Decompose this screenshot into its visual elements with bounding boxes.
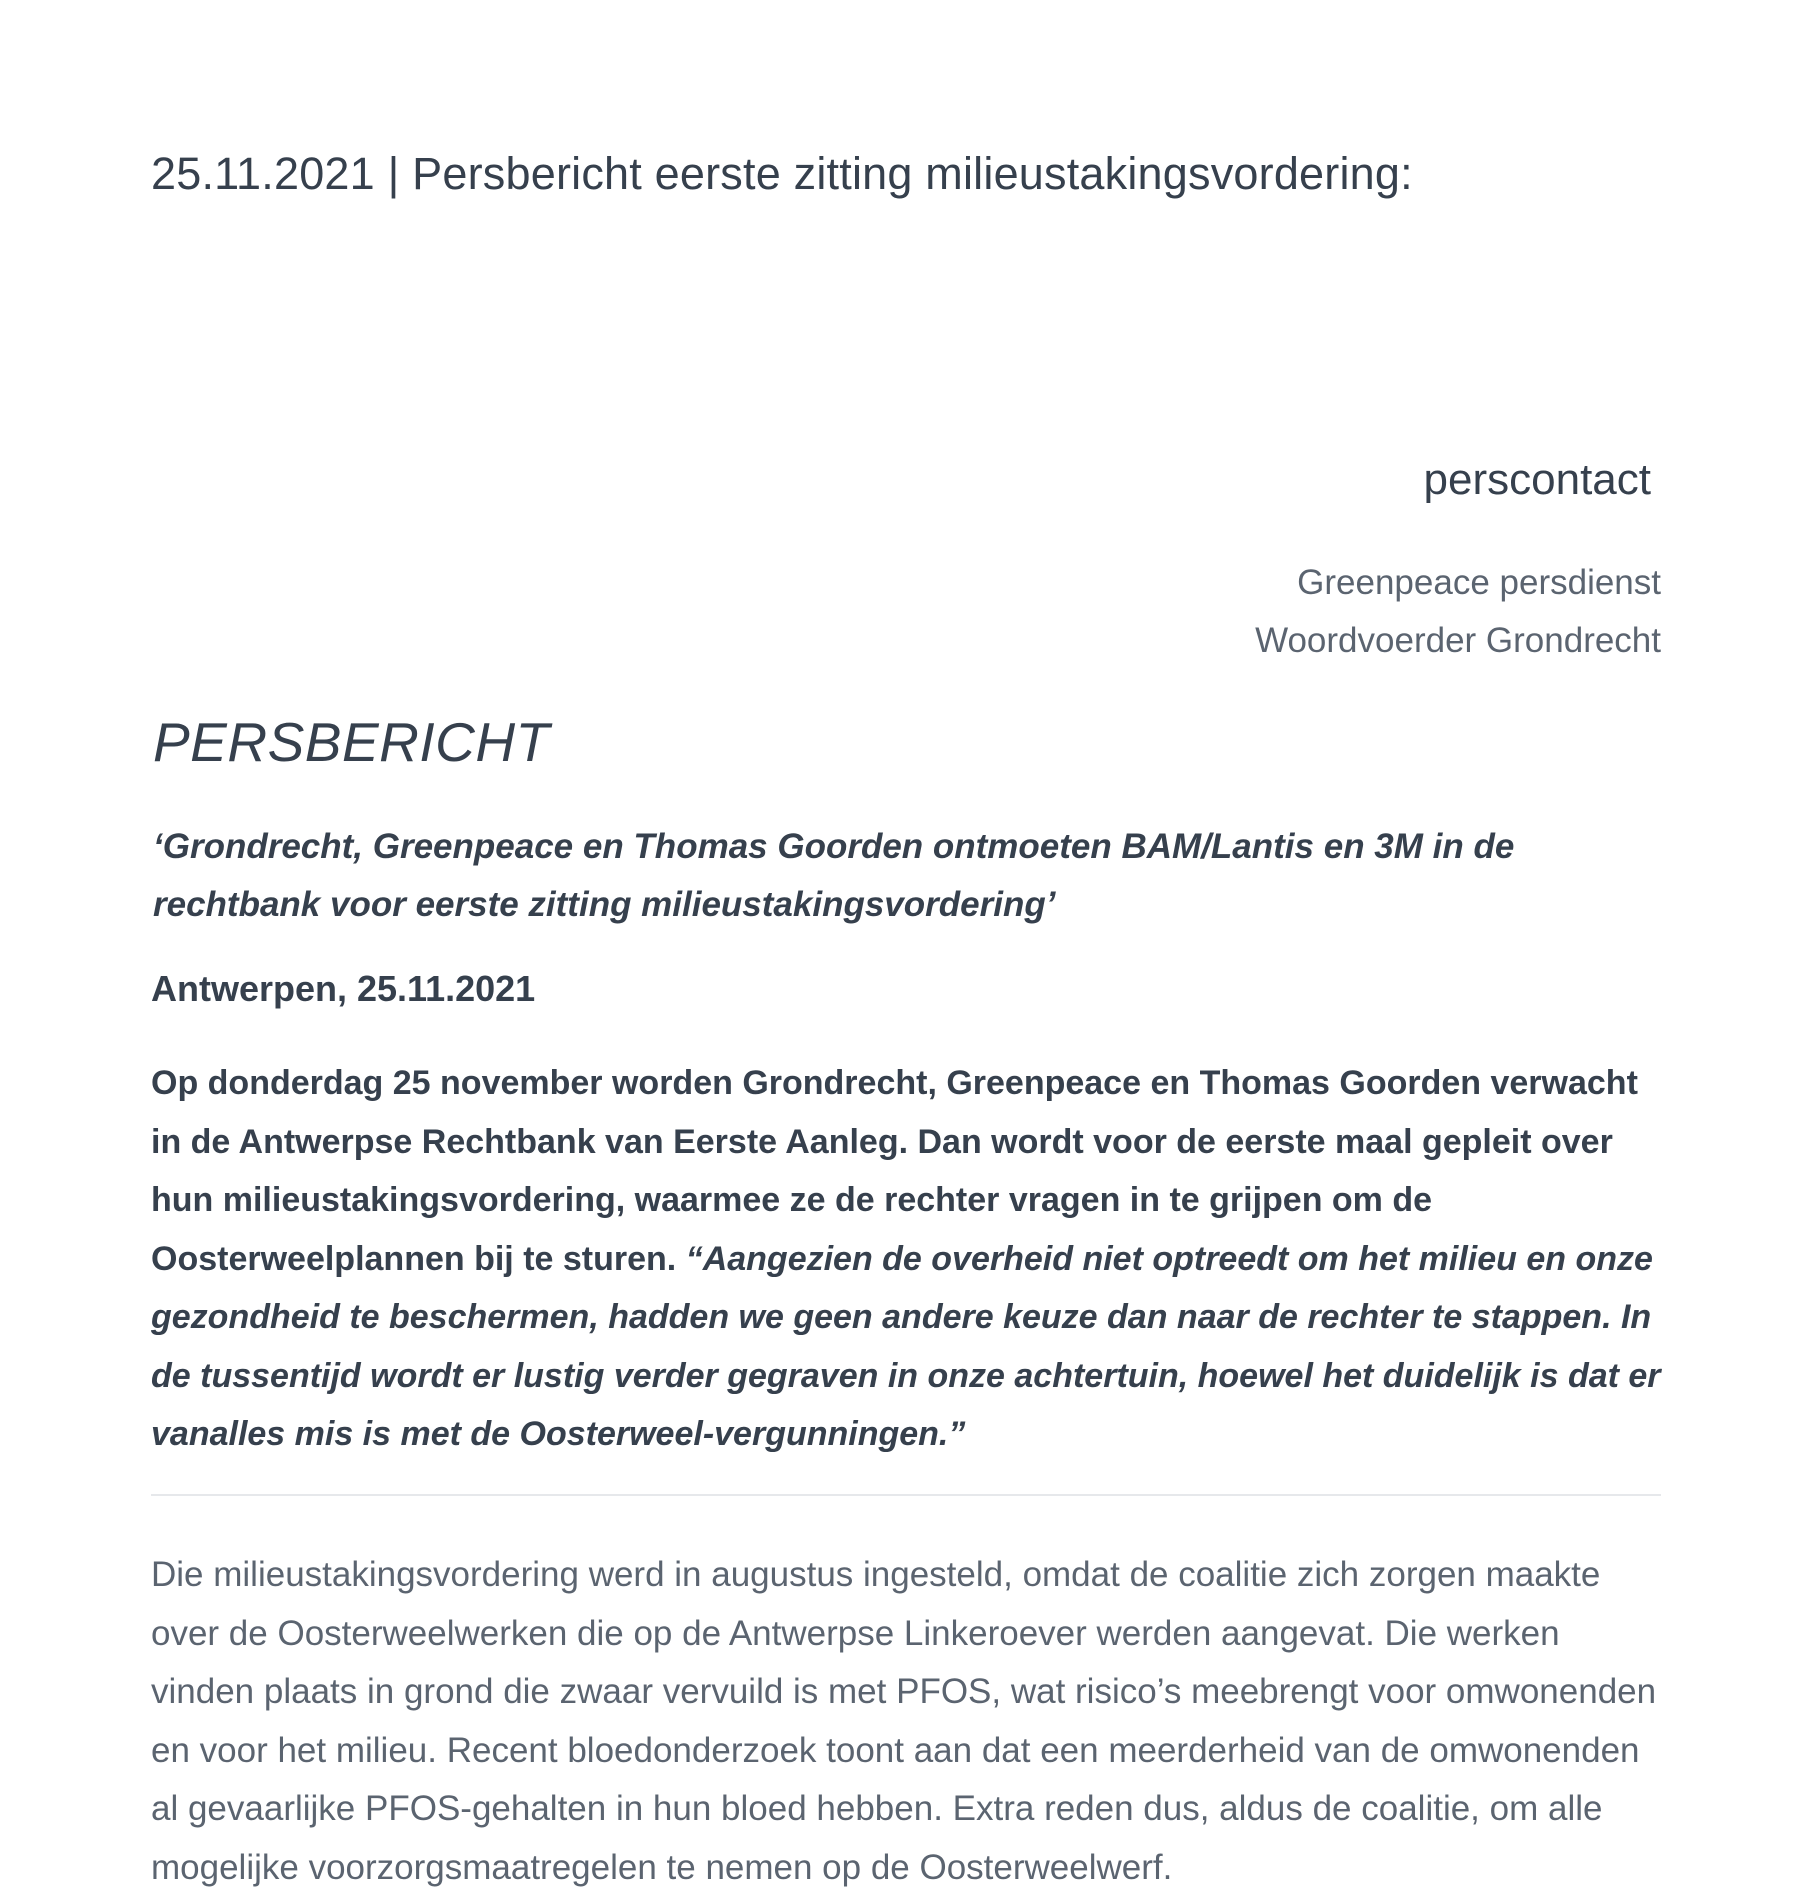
- lead-quote: ‘Grondrecht, Greenpeace en Thomas Goorden ontmoeten BAM/Lantis en 3M in de rechtbank voor eerste zitting milieustakingsvordering’: [153, 827, 1515, 924]
- press-contact-line: Greenpeace persdienst: [1297, 563, 1661, 602]
- section-divider: [151, 1494, 1661, 1496]
- intro-quote: “Aangezien de overheid niet optreedt om het milieu en onze gezondheid te beschermen, hadden we geen andere keuze dan naar de rechter te stappen. In de tussentijd wordt er lustig verder gegraven in onze achtertuin, hoewel het duidelijk is dat er vanalles mis is met de Oosterweel-vergunningen.”: [151, 1239, 1661, 1453]
- document-title: 25.11.2021 | Persbericht eerste zitting milieustakingsvordering:: [151, 148, 1413, 199]
- intro-text: Op donderdag 25 november worden Grondrecht, Greenpeace en Thomas Goorden verwacht in de Antwerpse Rechtbank van Eerste Aanleg. Dan wordt voor de eerste maal gepleit over hun milieustakingsvordering, waarmee ze de rechter vragen in te grijpen om de Oosterweelplannen bij te sturen.: [151, 1064, 1638, 1278]
- intro-paragraph: [151, 1054, 1666, 1464]
- press-release-label: PERSBERICHT: [153, 711, 550, 773]
- body-paragraph: Die milieustakingsvordering werd in augustus ingesteld, omdat de coalitie zich zorgen maakte over de Oosterweelwerken die op de Antwerpse Linkeroever werden aangevat. Die werken vinden plaats in grond die zwaar vervuild is met PFOS, wat risico’s meebrengt voor omwonenden en voor het milieu. Recent bloedonderzoek toont aan dat een meerderheid van de omwonenden al gevaarlijke PFOS-gehalten in hun bloed hebben. Extra reden dus, aldus de coalitie, om alle mogelijke voorzorgsmaatregelen te nemen op de Oosterweelwerf.: [151, 1555, 1657, 1887]
- press-contact-heading: perscontact: [1423, 455, 1651, 504]
- dateline: Antwerpen, 25.11.2021: [151, 968, 536, 1009]
- press-contact-line: Woordvoerder Grondrecht: [1255, 621, 1661, 660]
- document-page: [151, 0, 1661, 1896]
- press-contact-block: [1255, 554, 1661, 670]
